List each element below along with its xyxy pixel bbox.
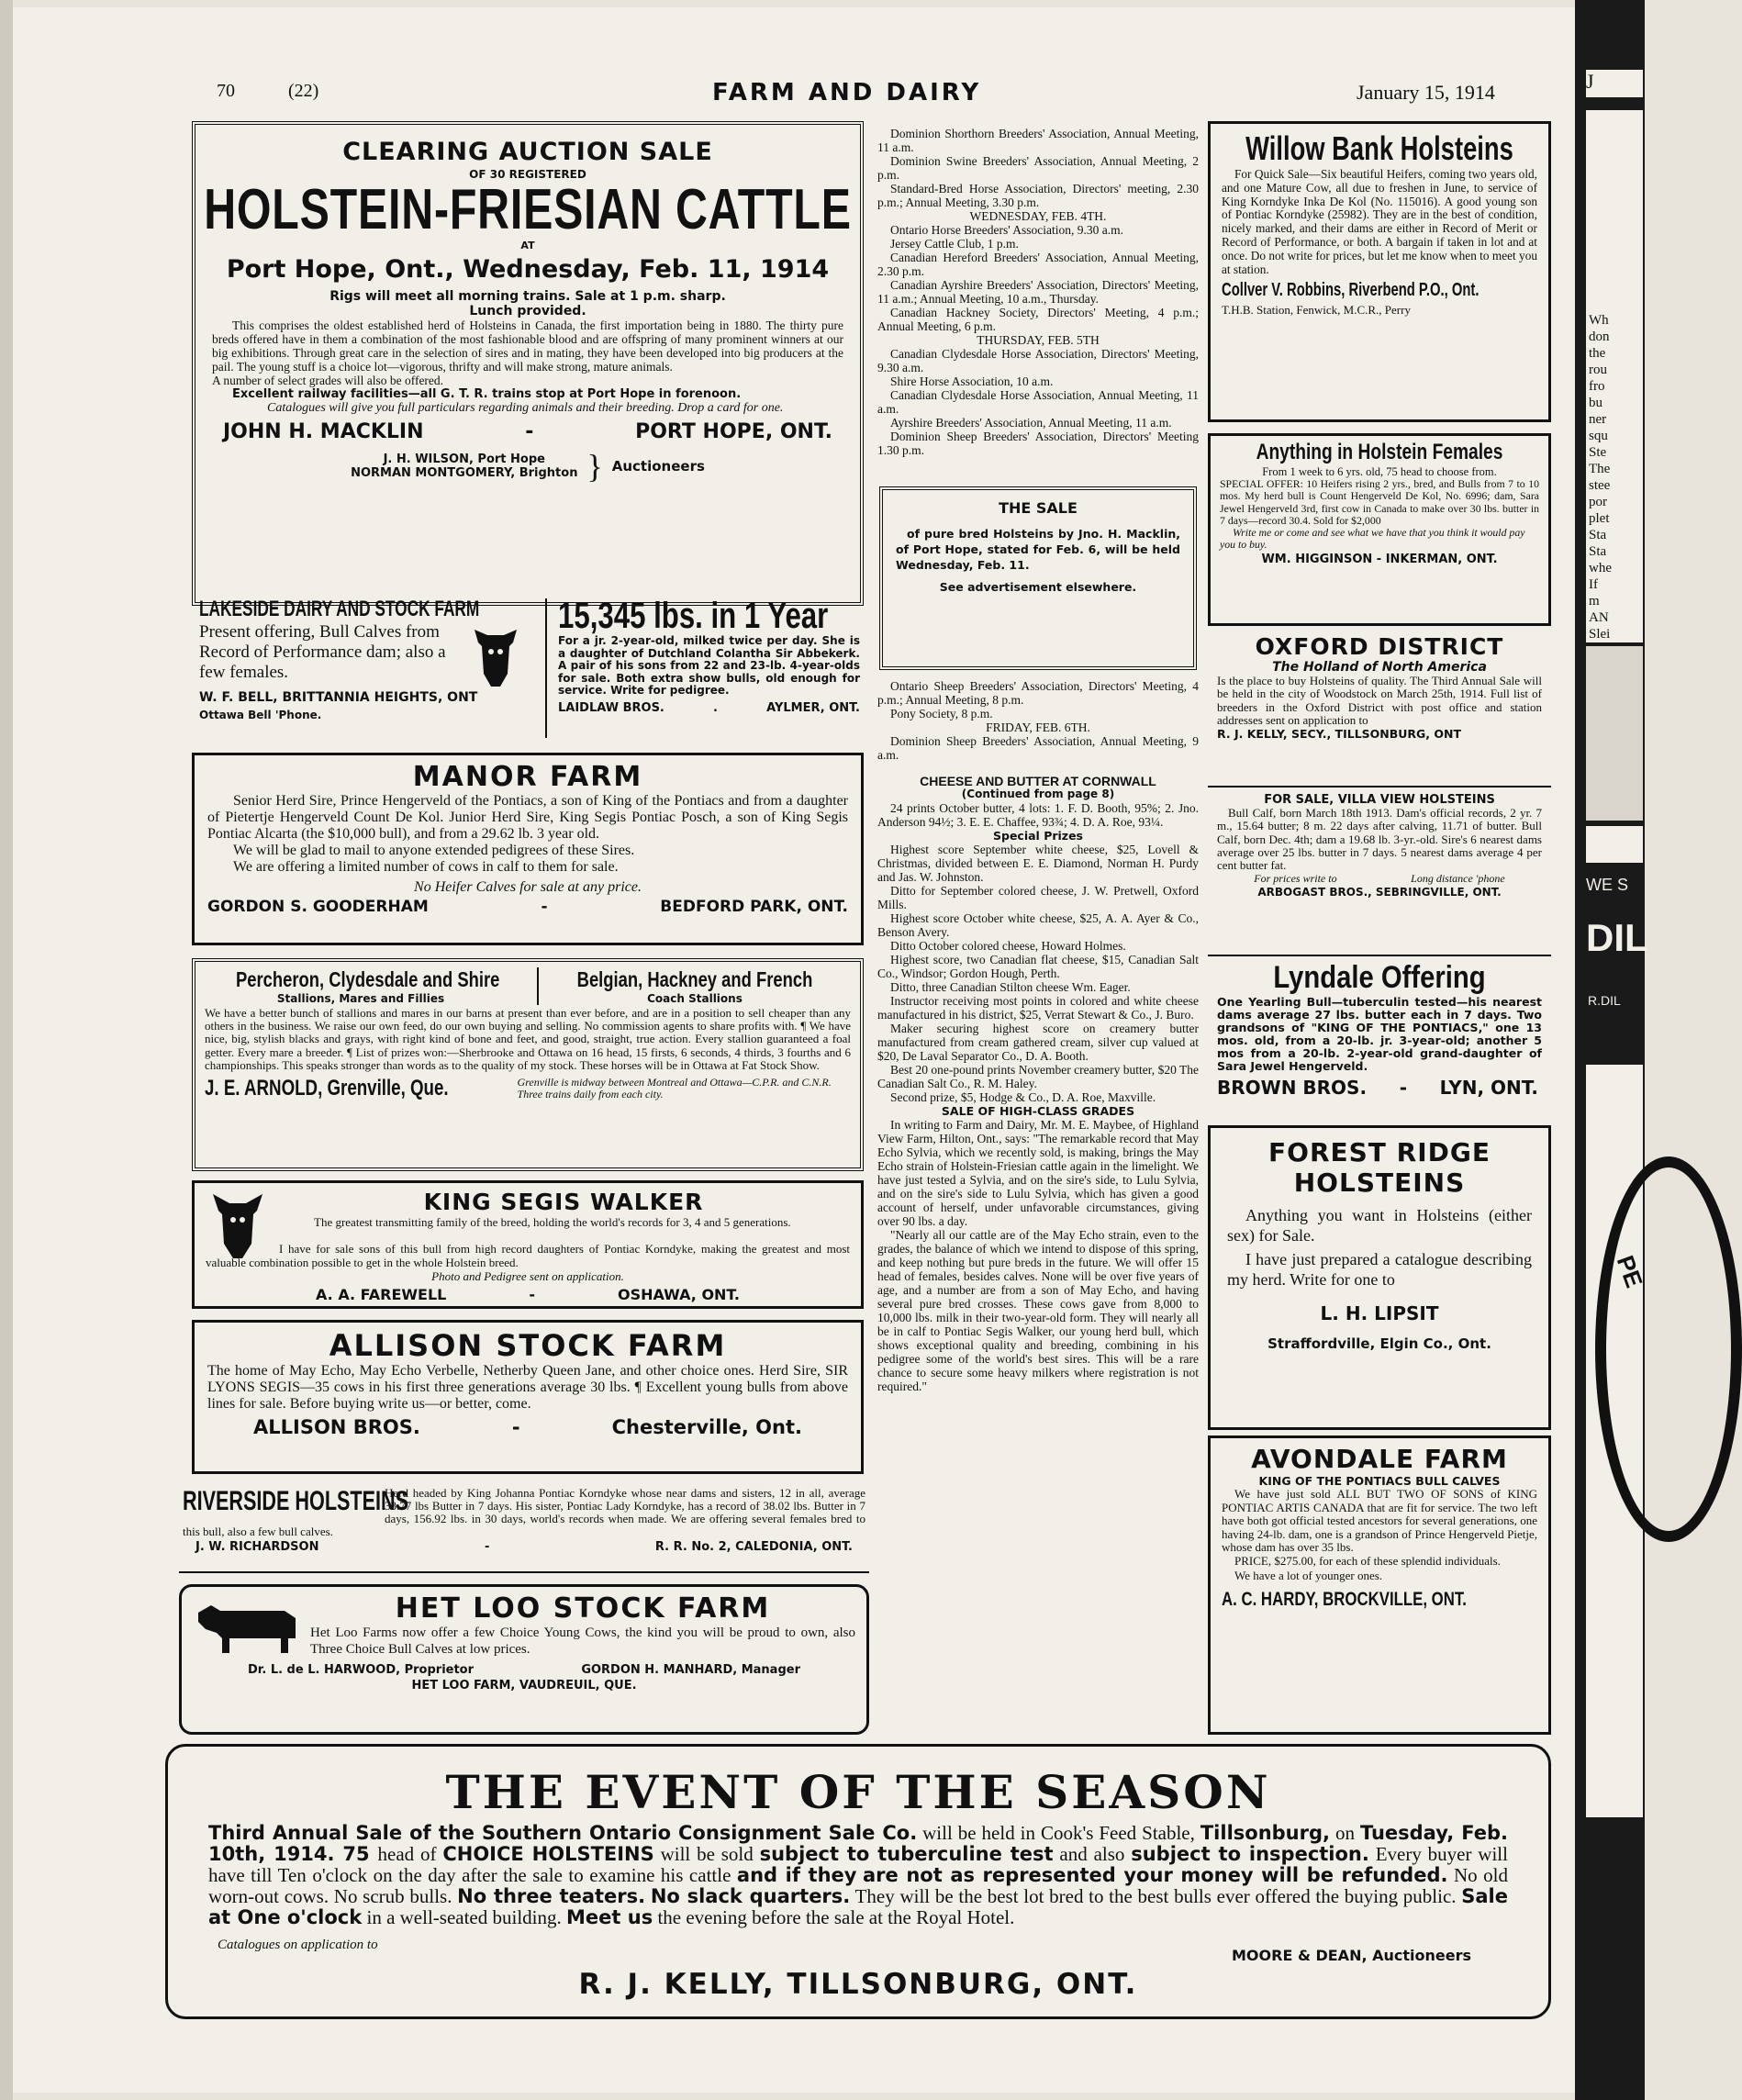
meeting-m: Dominion Sheep Breeders' Association, Directors' Meeting 1.30 p.m. — [877, 430, 1199, 457]
cheese-sub: (Continued from page 8) — [961, 788, 1115, 800]
het-loo-sig-right: GORDON H. MANHARD, Manager — [581, 1663, 800, 1677]
lakeside-body: Present offering, Bull Calves from Record of Performance dam; also a few females. — [199, 622, 446, 682]
adjacent-text-line: Wh — [1589, 313, 1609, 328]
manor-p2: We will be glad to mail to anyone extended pedigrees of these Sires. — [233, 843, 635, 858]
manor-farm-ad — [192, 753, 864, 945]
event-l3c: and if they — [736, 1864, 857, 1886]
clearing-body: This comprises the oldest established herd of Holsteins in Canada, the first importation being in 1880. The thirty pure breds offered have in them a combination of the most fashionable blood and are offspring of many prominent winners at our big exhibitions. Through great care in the selection of sires and in mating, they have been developed into big producers at the pail. The young stuff is a choice lot—vigorous, thrifty and will make strong, mature animals. — [212, 318, 843, 374]
sale-notice-body: of pure bred Holsteins by Jno. H. Macklin, of Port Hope, stated for Feb. 6, will be held Wednesday, Feb. 11. — [896, 527, 1180, 572]
manor-p3: We are offering a limited number of cows in calf to them for sale. — [233, 859, 619, 875]
page-number: 70 — [217, 81, 235, 101]
event-l2d: head of — [377, 1843, 443, 1865]
percheron-sub: Stallions, Mares and Fillies — [276, 992, 445, 1005]
lbs-ad — [551, 593, 867, 742]
brace-icon: } — [586, 448, 603, 485]
adjacent-column — [1586, 110, 1643, 642]
event-l3b: Every buyer will have till Ten o'clock on the day after the sale to examine his cattle — [208, 1843, 1508, 1886]
willow-sig: Collver V. Robbins, Riverbend P.O., Ont. — [1222, 280, 1480, 301]
meeting-o: Pony Society, 8 p.m. — [890, 707, 993, 720]
king-segis-ad — [192, 1180, 864, 1309]
clearing-at: AT — [520, 240, 535, 251]
meeting-p: Dominion Sheep Breeders' Association, Annual Meeting, 9 a.m. — [877, 734, 1199, 762]
anything-holstein-ad — [1208, 433, 1551, 626]
het-loo-sig-left: Dr. L. de L. HARWOOD, Proprietor — [248, 1663, 475, 1677]
cow-head-icon — [465, 622, 526, 690]
event-l4a: are not as represented your money will be refunded. — [862, 1864, 1448, 1886]
event-l4b: No old worn-out cows. No scrub bulls. — [208, 1864, 1509, 1907]
newspaper-page — [13, 7, 1575, 2093]
adjacent-text-line: the — [1589, 346, 1606, 361]
willow-body: For Quick Sale—Six beautiful Heifers, coming two years old, and one Mature Cow, all due to freshen in June, to service of King Korndyke Inka De Kol (No. 115016). A good young son of Pontiac Korndyke (25982). They are in the best of condition, nicely marked, and their dams are either in Record of Merit or Record of Performance, or both. A bargain if taken in lot and at once. Do not write for prices, but let me know when to meet you at station. — [1222, 167, 1537, 276]
sale-notice-title: THE SALE — [999, 499, 1078, 517]
manor-sig-right: BEDFORD PARK, ONT. — [660, 898, 848, 916]
left-page-edge — [0, 0, 13, 2100]
lakeside-ad — [192, 593, 550, 742]
event-l5c: Sale at One o'clock — [208, 1885, 1509, 1928]
lbs-sig-left: LAIDLAW BROS. — [558, 700, 664, 715]
villa-view-ad — [1208, 791, 1551, 956]
king-segis-sig-dash: - — [529, 1286, 535, 1303]
adjacent-text-line: squ — [1589, 429, 1608, 443]
meeting-b: Dominion Swine Breeders' Association, Annual Meeting, 2 p.m. — [877, 154, 1199, 182]
meeting-n: Ontario Sheep Breeders' Association, Directors' Meeting, 4 p.m.; Annual Meeting, 8 p.m. — [877, 679, 1199, 707]
adjacent-text-line: rou — [1589, 363, 1607, 377]
adjacent-letter: J — [1586, 70, 1594, 93]
cheese-r: Highest score September white cheese, $25, Lovell & Christmas, divided between E. E. Diamond, Norman H. Purdy and Jas. W. Johnston. — [877, 843, 1199, 884]
forest-p2: I have just prepared a catalogue describing my herd. Write for one to — [1227, 1250, 1532, 1289]
lbs-body: For a jr. 2-year-old, milked twice per day. She is a daughter of Dutchland Colantha Sir Abbekerk. A pair of his sons from 22 and 23-lb. 4-year-olds for sale. Both extra show bulls, old enough for service. Write for pedigree. — [558, 634, 860, 697]
lyndale-sig-left: BROWN BROS. — [1217, 1077, 1368, 1099]
adjacent-dil: DIL — [1586, 916, 1648, 959]
event-l2e: CHOICE HOLSTEINS — [442, 1843, 654, 1865]
lyndale-title: Lyndale Offering — [1273, 960, 1486, 995]
cheese-v: Highest score, two Canadian flat cheese, $15, Canadian Salt Co., Windsor; Gordon Hough, Perth. — [877, 953, 1199, 980]
riverside-title: RIVERSIDE HOLSTEINS — [183, 1486, 409, 1516]
meeting-g: Canadian Ayrshire Breeders' Association, Directors' Meeting, 11 a.m.; Annual Meeting, 10 a.m., Thursday. — [877, 278, 1199, 306]
adjacent-text-line: Sta — [1589, 544, 1607, 559]
king-segis-title: KING SEGIS WALKER — [423, 1189, 704, 1215]
adjacent-page-strip — [1575, 0, 1648, 2100]
riverside-sig-dash: - — [484, 1540, 490, 1554]
meeting-i: Canadian Clydesdale Horse Association, Directors' Meeting, 9.30 a.m. — [877, 347, 1199, 374]
meeting-fri: FRIDAY, FEB. 6TH. — [986, 720, 1090, 734]
meeting-e: Jersey Cattle Club, 1 p.m. — [890, 237, 1019, 251]
adjacent-text-line: Ste — [1589, 445, 1607, 460]
lyndale-body: One Yearling Bull—tuberculin tested—his nearest dams average 27 lbs. butter each in 7 days. Two grandsons of "KING OF THE PONTIACS," one 13 mos. old, from a 20-lb. jr. 3-year-old; another 5 mos from a 20-lb. 2-year-old grand-daughter of Sara Jewel Hengerveld. — [1217, 995, 1542, 1073]
het-loo-ad — [179, 1584, 869, 1735]
event-l6c: the evening before the sale at the Royal Hotel. — [653, 1906, 1015, 1928]
villa-title: FOR SALE, VILLA VIEW HOLSTEINS — [1264, 793, 1495, 807]
adjacent-we-s: WE S — [1586, 876, 1629, 894]
het-loo-body: Het Loo Farms now offer a few Choice Young Cows, the kind you will be proud to own, also Three Choice Bull Calves at low prices. — [310, 1625, 855, 1657]
event-l5a: No slack quarters. — [650, 1885, 851, 1907]
king-segis-sig-right: OSHAWA, ONT. — [618, 1286, 740, 1303]
event-l6a: in a well-seated building. — [366, 1906, 567, 1928]
clearing-town: PORT HOPE, ONT. — [635, 420, 832, 443]
event-l5b: They will be the best lot bred to the best bulls ever offered the buying public. — [850, 1885, 1462, 1907]
event-l2c: 75 — [334, 1843, 378, 1865]
manor-note: No Heifer Calves for sale at any price. — [414, 879, 642, 895]
clearing-sub: OF 30 REGISTERED — [469, 168, 586, 181]
paper-title: FARM AND DAIRY — [712, 79, 982, 106]
cow-icon — [193, 1592, 303, 1657]
cheese-title: CHEESE AND BUTTER AT CORNWALL — [920, 774, 1156, 788]
adjacent-text-line: don — [1589, 330, 1610, 344]
adjacent-blank — [1586, 826, 1643, 863]
willow-bank-ad — [1208, 121, 1551, 422]
meeting-l: Ayrshire Breeders' Association, Annual Meeting, 11 a.m. — [890, 416, 1172, 430]
percheron-body: We have a better bunch of stallions and mares in our barns at present than ever before, and are in a position to sell cheaper than any others in the business. We raise our own feed, do our own buying and selling. No commission agents to share profits with. ¶ We have nice, big, stylish blacks and grays, with right kind of bone and feet, and good, straight, true action. Every stallion guaranteed a foal getter. Every mare a breeder. ¶ List of prizes won:—Sherbrooke and Ottawa on 16 head, 15 firsts, 6 seconds, 4 thirds, 3 fourths and 6 championships. This speaks stronger than words as to the quality of my stock. These horses will be in Ottawa at Fat Stock Show. — [205, 1006, 851, 1072]
event-title: THE EVENT OF THE SEASON — [445, 1765, 1271, 1819]
sale-notice-see: See advertisement elsewhere. — [939, 580, 1137, 594]
issue-date: January 15, 1914 — [1357, 81, 1495, 104]
event-l3a: subject to inspection. — [1131, 1843, 1369, 1865]
avondale-body: We have just sold ALL BUT TWO OF SONS of KING PONTIAC ARTIS CANADA that are fit for service. The two left have both got official tested ancestors for several generations, one having 24-lb. dam, one is a grandson of Prince Hengerveld Pietje, whose dam has over 35 lbs. — [1222, 1487, 1537, 1555]
adjacent-text-line: Sta — [1589, 528, 1607, 542]
adjacent-text-line: m — [1589, 594, 1600, 609]
king-segis-note: Photo and Pedigree sent on application. — [431, 1269, 624, 1283]
event-l4c: No three teaters. — [457, 1885, 646, 1907]
king-segis-sig-left: A. A. FAREWELL — [316, 1286, 447, 1303]
forest-name: L. H. LIPSIT — [1320, 1302, 1439, 1324]
willow-title: Willow Bank Holsteins — [1245, 129, 1513, 167]
avondale-title: AVONDALE FARM — [1251, 1444, 1508, 1474]
oxford-sub: The Holland of North America — [1272, 660, 1487, 675]
clearing-kicker: CLEARING AUCTION SALE — [342, 138, 713, 166]
anything-body: SPECIAL OFFER: 10 Heifers rising 2 yrs., bred, and Bulls from 7 to 10 mos. My herd bull is Count Hengerveld De Kol, No. 6996; dam, Sara Jewel Hengerveld 3rd, first cow in Canada to make over 30 lbs. butter in 7 days—record 30.4. Sold for $2,000 — [1220, 477, 1539, 527]
grades-title: SALE OF HIGH-CLASS GRADES — [941, 1104, 1135, 1118]
allison-sig-right: Chesterville, Ont. — [611, 1416, 802, 1438]
event-l2g: subject to tuberculine test — [759, 1843, 1054, 1865]
event-catalogue: Catalogues on application to — [218, 1938, 378, 1952]
adjacent-text-line: The — [1589, 462, 1611, 476]
event-of-season-ad — [165, 1744, 1551, 2019]
adjacent-text-line: whe — [1589, 561, 1612, 575]
king-segis-p2: I have for sale sons of this bull from high record daughters of Pontiac Korndyke, making the greatest and most valuable combination possible to get in the whole Holstein breed. — [206, 1242, 850, 1269]
meeting-thu: THURSDAY, FEB. 5TH — [977, 333, 1100, 347]
percheron-note: Grenville is midway between Montreal and Ottawa—C.P.R. and C.N.R. Three trains daily from each city. — [517, 1076, 832, 1101]
lbs-title: 15,345 lbs. in 1 Year — [558, 596, 829, 636]
clearing-auctioneer-1: J. H. WILSON, Port Hope — [383, 452, 545, 466]
event-body — [208, 1823, 1508, 1928]
allison-body: The home of May Echo, May Echo Verbelle, Netherby Queen Jane, and other choice ones. Herd Sire, SIR LYONS SEGIS—35 cows in his first three generations average 30 lbs. ¶ Excellent young bulls from above lines for sale. Before buying write us—or better, come. — [207, 1363, 848, 1412]
riverside-sig-right: R. R. No. 2, CALEDONIA, ONT. — [654, 1540, 853, 1554]
avondale-sub: KING OF THE PONTIACS BULL CALVES — [1258, 1474, 1501, 1488]
adjacent-r-dil: R.DIL — [1588, 993, 1621, 1008]
clearing-rail: Excellent railway facilities—all G. T. R. trains stop at Port Hope in forenoon. — [232, 387, 742, 401]
anything-sub: From 1 week to 6 yrs. old, 75 head to choose from. — [1262, 465, 1497, 478]
grades-p1: In writing to Farm and Dairy, Mr. M. E. Maybee, of Highland View Farm, Hilton, Ont., says: "The remarkable record that May Echo Sylvia, which we recently sold, is making, brings the May Echo strain of Holstein-Friesian cattle again in the limelight. We have just tested a Sylvia, and on the sire's side, to Lulu Sylvia, and on the sire's side to Lulu Sylvia, which has given a good account of herself, under unfavorable circumstances, giving over 90 lbs. a day. — [877, 1118, 1199, 1228]
event-l6b: Meet us — [566, 1906, 653, 1928]
clearing-title: HOLSTEIN-FRIESIAN CATTLE — [204, 178, 852, 241]
adjacent-text-line: stee — [1589, 478, 1611, 493]
het-loo-address: HET LOO FARM, VAUDREUIL, QUE. — [411, 1679, 637, 1692]
lakeside-title: LAKESIDE DAIRY AND STOCK FARM — [199, 597, 480, 621]
oxford-body: Is the place to buy Holsteins of quality. The Third Annual Sale will be held in the city of Woodstock on March 25th, 1914. Full list of breeders in the Oxford District with post office and station addresses sent on application to — [1217, 674, 1542, 727]
manor-sig-dash: - — [541, 898, 548, 916]
villa-body: Bull Calf, born March 18th 1913. Dam's official records, 2 yr. 7 m., 15.64 butter; 8 m. 22 days after calving, 11.71 of butter. Bull Calf, born Dec. 4th; dam a 19.68 lb. 3-yr.-old. Sire's 6 nearest dams average over 25 lbs. butter in 7 days. 5 nearest dams average 4 per cent butter fat. — [1217, 806, 1542, 873]
cheese-y: Maker securing highest score on creamery butter manufactured from cream gathered cream, silver cup valued at $20, De Laval Separator Co., D. A. Booth. — [877, 1022, 1199, 1063]
event-l1b: will be held in Cook's Feed Stable, — [917, 1822, 1200, 1844]
riverside-ad — [179, 1485, 869, 1573]
manor-body: Senior Herd Sire, Prince Hengerveld of the Pontiacs, a son of King of the Pontiacs and from a daughter of Pietertje Hengerveld Count De Kol. Junior Herd Sire, King Segis Pontiac Posch, a son of King Segis Pontiac Alcarta (the $10,000 bull), and from a 29.62 lb. 3 year old. — [207, 793, 848, 842]
adjacent-text-line: ner — [1589, 412, 1607, 427]
anything-note: Write me or come and see what we have that you think it would pay you to buy. — [1220, 526, 1525, 552]
clearing-grades: A number of select grades will also be offered. — [212, 374, 444, 387]
lakeside-sig: W. F. BELL, BRITTANNIA HEIGHTS, ONT — [199, 690, 478, 705]
the-sale-notice — [879, 486, 1197, 670]
villa-note-left: For prices write to — [1254, 872, 1337, 886]
adjacent-pe: PE — [1611, 1251, 1648, 1291]
adjacent-text-line: por — [1589, 495, 1607, 509]
meeting-a: Dominion Shorthorn Breeders' Association, Annual Meeting, 11 a.m. — [877, 127, 1199, 154]
percheron-title: Percheron, Clydesdale and Shire — [236, 967, 500, 991]
meeting-f: Canadian Hereford Breeders' Association, Annual Meeting, 2.30 p.m. — [877, 251, 1199, 278]
forest-title-1: FOREST RIDGE — [1268, 1137, 1491, 1167]
cheese-u: Ditto October colored cheese, Howard Holmes. — [890, 939, 1126, 953]
allison-title: ALLISON STOCK FARM — [329, 1328, 727, 1363]
anything-sig: WM. HIGGINSON - INKERMAN, ONT. — [1261, 553, 1498, 567]
forest-address: Straffordville, Elgin Co., Ont. — [1267, 1335, 1491, 1352]
willow-address: T.H.B. Station, Fenwick, M.C.R., Perry — [1222, 303, 1411, 318]
manor-sig-left: GORDON S. GOODERHAM — [207, 898, 429, 916]
adjacent-text-line: If — [1589, 577, 1598, 592]
lakeside-phone: Ottawa Bell 'Phone. — [199, 709, 322, 721]
adjacent-text-line: fro — [1589, 379, 1605, 394]
meeting-c: Standard-Bred Horse Association, Directors' meeting, 2.30 p.m.; Annual Meeting, 3.30 p.m. — [877, 182, 1199, 209]
allison-sig-left: ALLISON BROS. — [253, 1416, 420, 1438]
anything-title: Anything in Holstein Females — [1256, 440, 1503, 464]
forest-title-2: HOLSTEINS — [1293, 1167, 1466, 1198]
clearing-catalogue: Catalogues will give you full particulars regarding animals and their breeding. Drop a card for one. — [267, 401, 784, 415]
meeting-k: Canadian Clydesdale Horse Association, Annual Meeting, 11 a.m. — [877, 388, 1199, 416]
adjacent-illustration — [1586, 646, 1643, 821]
event-l2f: will be sold — [653, 1843, 760, 1865]
clearing-owner: JOHN H. MACKLIN — [223, 420, 424, 443]
clearing-place: Port Hope, Ont., Wednesday, Feb. 11, 1914 — [226, 255, 830, 284]
villa-sig: ARBOGAST BROS., SEBRINGVILLE, ONT. — [1257, 886, 1502, 899]
oxford-sig: R. J. KELLY, SECY., TILLSONBURG, ONT — [1217, 727, 1462, 742]
cheese-s: Ditto for September colored cheese, J. W. Pretwell, Oxford Mills. — [877, 884, 1199, 911]
meeting-h: Canadian Hackney Society, Directors' Meeting, 4 p.m.; Annual Meeting, 6 p.m. — [877, 306, 1199, 333]
king-segis-p1: The greatest transmitting family of the breed, holding the world's records for 3, 4 and 5 generations. — [314, 1215, 791, 1229]
lbs-sig-dot: . — [713, 700, 718, 715]
lyndale-sig-right: LYN, ONT. — [1439, 1077, 1538, 1099]
adjacent-circle-panel — [1586, 1065, 1648, 1817]
adjacent-text-line: plet — [1589, 511, 1610, 526]
avondale-ad — [1208, 1435, 1551, 1735]
clearing-auction-ad — [192, 121, 864, 606]
clearing-auctioneers-label: Auctioneers — [611, 458, 705, 475]
forest-p1: Anything you want in Holsteins (either sex) for Sale. — [1227, 1206, 1532, 1245]
meetings-column-bottom — [877, 679, 1199, 1726]
adjacent-text-line: bu — [1589, 396, 1602, 410]
allison-sig-dash: - — [511, 1416, 520, 1438]
allison-ad — [192, 1320, 864, 1474]
oxford-title: OXFORD DISTRICT — [1255, 633, 1504, 660]
event-l1a: Third Annual Sale of the Southern Ontario Consignment Sale Co. — [208, 1822, 918, 1844]
page-sub-number: (22) — [288, 81, 319, 101]
riverside-body: Herd headed by King Johanna Pontiac Korndyke whose near dams and sisters, 12 in all, average 33.77 lbs Butter in 7 days. His sister, Pontiac Lady Korndyke, has a record of 38.02 lbs. Butter in 7 days, 156.92 lbs. in 30 days, world's records when made. We are offering several females bred to this bull, also a few bull calves. — [183, 1486, 865, 1538]
belgian-title: Belgian, Hackney and French — [576, 967, 813, 991]
event-sig: R. J. KELLY, TILLSONBURG, ONT. — [578, 1968, 1138, 2001]
special-prizes: Special Prizes — [993, 829, 1083, 843]
event-l2h: and also — [1053, 1843, 1125, 1865]
clearing-lunch: Lunch provided. — [469, 304, 586, 318]
villa-note-right: Long distance 'phone — [1411, 872, 1505, 886]
cheese-x: Instructor receiving most points in colored and white cheese manufactured in his district, $25, Verrat Stewart & Co., J. Buro. — [877, 994, 1199, 1022]
adjacent-text-lines — [1586, 312, 1643, 659]
oxford-ad — [1208, 631, 1551, 788]
event-auctioneers: MOORE & DEAN, Auctioneers — [1232, 1947, 1471, 1964]
avondale-sig: A. C. HARDY, BROCKVILLE, ONT. — [1222, 1588, 1467, 1610]
cheese-q: 24 prints October butter, 4 lots: 1. F. D. Booth, 95%; 2. Jno. Anderson 94½; 3. E. E. Chaffee, 93¾; 4. D. A. Roe, 93¼. — [877, 801, 1199, 829]
meeting-wed: WEDNESDAY, FEB. 4TH. — [969, 209, 1107, 223]
cheese-w: Ditto, three Canadian Stilton cheese Wm. Eager. — [890, 980, 1131, 994]
cheese-z2: Second prize, $5, Hodge & Co., D. A. Roe, Maxville. — [890, 1090, 1156, 1104]
belgian-sub: Coach Stallions — [647, 992, 743, 1005]
forest-ridge-ad — [1208, 1125, 1551, 1430]
percheron-sig: J. E. ARNOLD, Grenville, Que. — [205, 1076, 449, 1101]
het-loo-title: HET LOO STOCK FARM — [395, 1592, 771, 1625]
cheese-t: Highest score October white cheese, $25, A. A. Ayer & Co., Benson Avery. — [877, 911, 1199, 939]
divider — [545, 598, 547, 738]
event-l2b: Tuesday, Feb. 10th, 1914. — [208, 1822, 1509, 1865]
percheron-ad — [192, 958, 864, 1171]
clearing-auctioneer-2: NORMAN MONTGOMERY, Brighton — [351, 466, 578, 480]
meeting-j: Shire Horse Association, 10 a.m. — [890, 374, 1054, 388]
lyndale-sig-dash: - — [1399, 1077, 1407, 1099]
avondale-young: We have a lot of younger ones. — [1234, 1568, 1383, 1582]
adjacent-text-line: AN — [1589, 610, 1609, 625]
adjacent-text-line: Slei — [1589, 627, 1611, 642]
adjacent-header — [1586, 70, 1643, 97]
lyndale-ad — [1208, 958, 1551, 1123]
event-l2a: on — [1334, 1822, 1360, 1844]
manor-title: MANOR FARM — [412, 761, 643, 793]
riverside-sig-left: J. W. RICHARDSON — [195, 1540, 319, 1554]
cheese-z: Best 20 one-pound prints November creamery butter, $20 The Canadian Salt Co., R. M. Haley. — [877, 1063, 1199, 1090]
event-l1c: Tillsonburg, — [1200, 1822, 1330, 1844]
clearing-rigs: Rigs will meet all morning trains. Sale at 1 p.m. sharp. — [329, 289, 726, 304]
clearing-dash: - — [525, 420, 534, 443]
meetings-column-top — [877, 127, 1199, 479]
lbs-sig-right: AYLMER, ONT. — [766, 700, 860, 715]
cow-head-icon — [206, 1189, 270, 1262]
meeting-d: Ontario Horse Breeders' Association, 9.30 a.m. — [890, 223, 1124, 237]
avondale-price: PRICE, $275.00, for each of these splendid individuals. — [1234, 1553, 1501, 1568]
grades-p2: "Nearly all our cattle are of the May Echo strain, even to the grades, the balance of which we intend to dispose of this spring, and keep nothing but pure breds in the future. We will offer 15 head of females, besides calves. None will be over five years of age, and a number are from a son of May Echo, and having several pure bred crosses. These cows gave from 8,000 to 10,000 lbs. milk in their two-year-old form. They will nearly all be in calf to Pontiac Segis Walker, our young herd bull, which shows exceptional quality and breeding, combining in his pedigree some of the world's best sires. This will be a rare chance to secure some heavy milkers where registration is not required." — [877, 1228, 1199, 1393]
